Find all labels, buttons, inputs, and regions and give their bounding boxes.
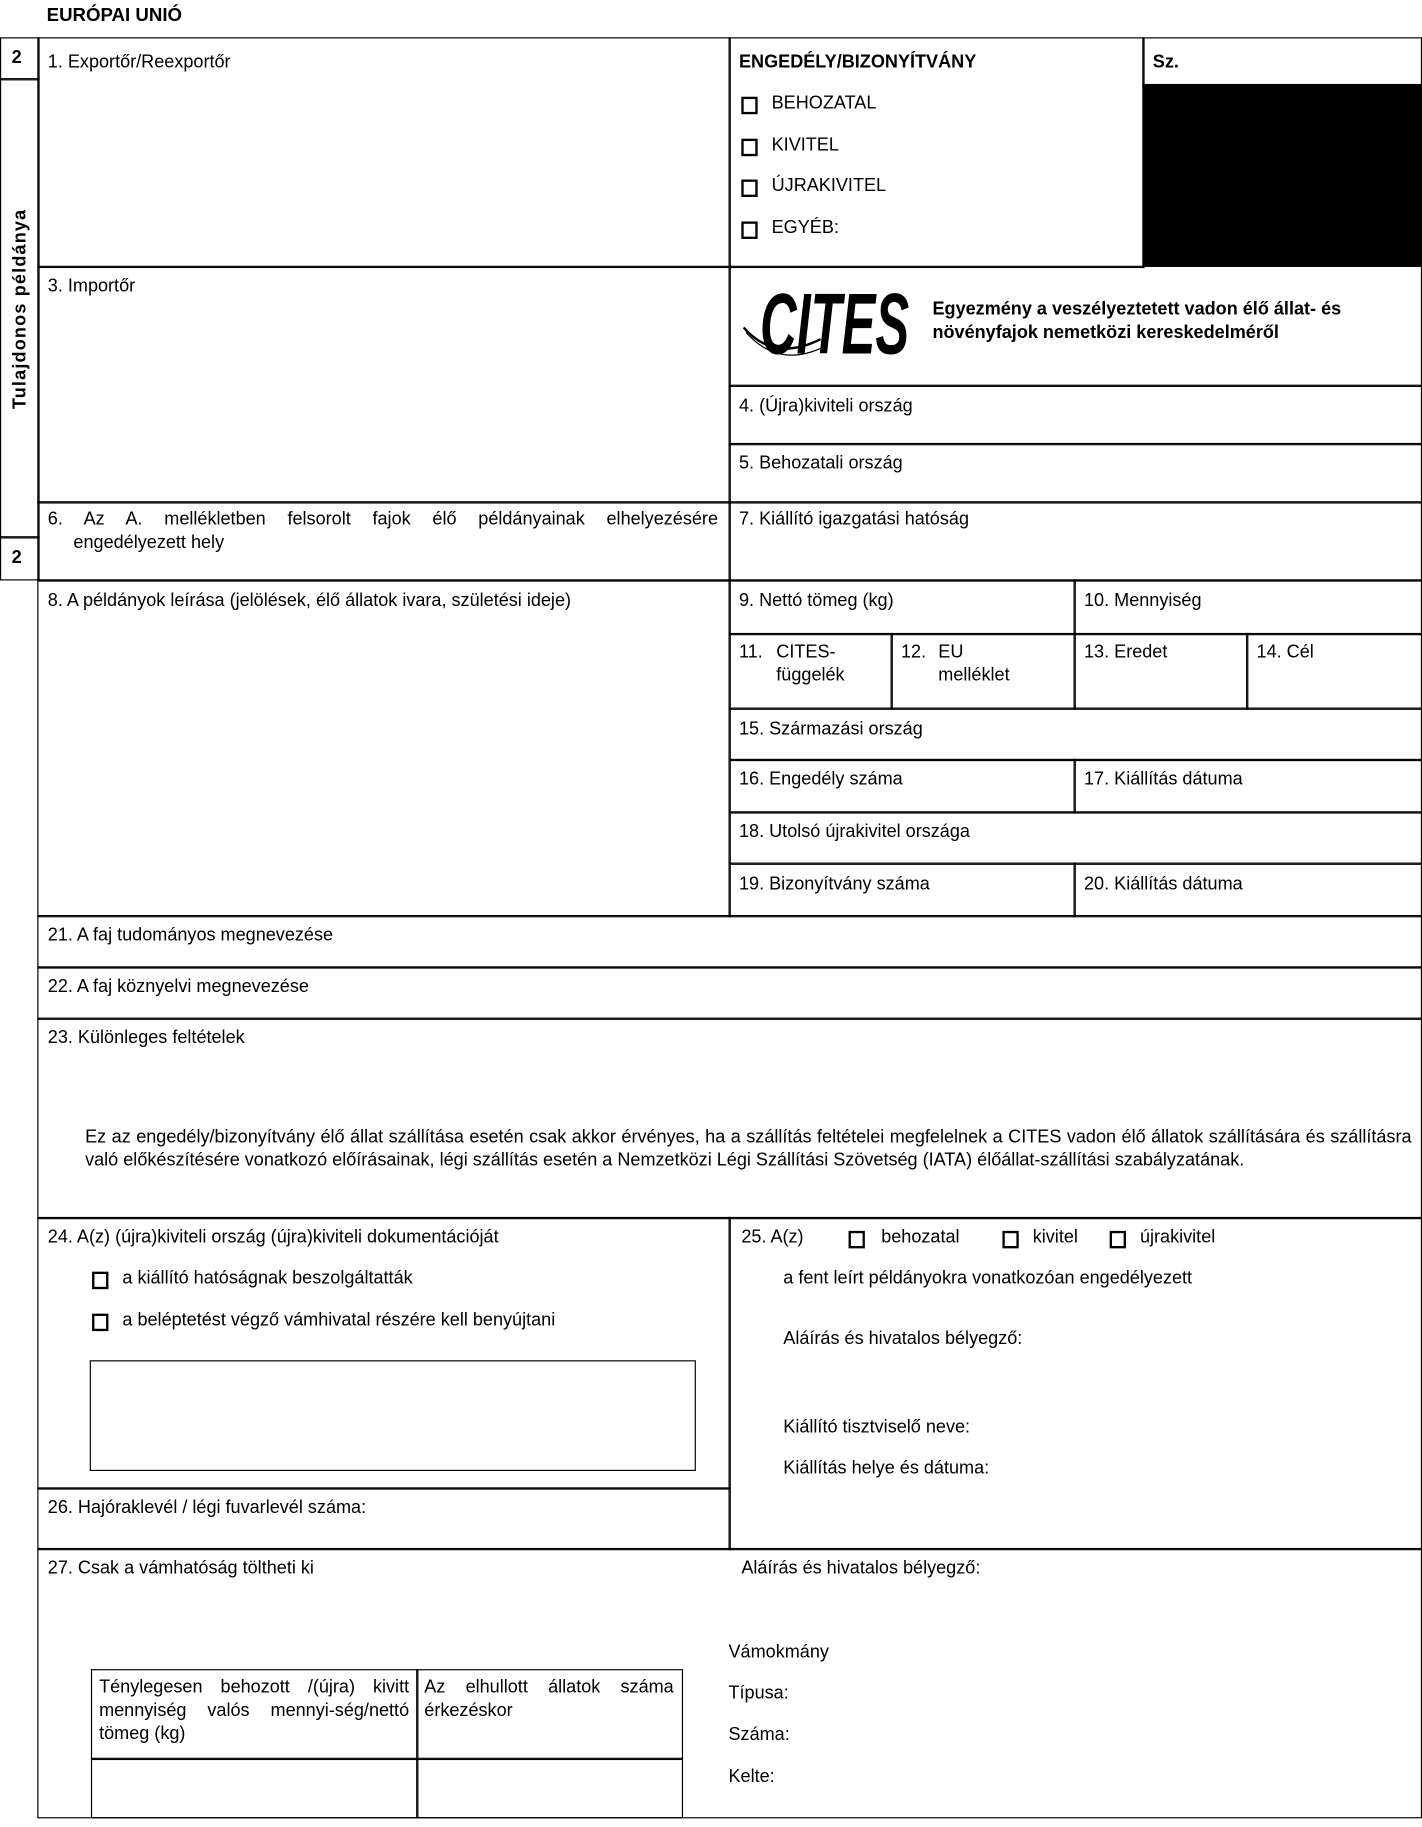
copy-label: Tulajdonos példánya <box>10 208 31 410</box>
cites-logo-icon <box>739 275 912 374</box>
box-special-conditions[interactable] <box>37 1018 1422 1220</box>
box-authorization <box>728 1217 1422 1550</box>
permit-title: ENGEDÉLY/BIZONYÍTVÁNY <box>738 52 977 73</box>
field-label: 19. Bizonyítvány száma <box>738 874 930 895</box>
field-label: Sz. <box>1152 52 1179 73</box>
checkbox-other[interactable] <box>741 221 757 238</box>
field-label: 24. A(z) (újra)kiviteli ország (újra)kiviteli dokumentációját <box>47 1227 499 1248</box>
field-label: behozatal <box>881 1227 960 1248</box>
box-certificate-date[interactable] <box>1074 863 1422 918</box>
field-label: melléklet <box>938 665 1010 686</box>
special-conditions-text: Ez az engedély/bizonyítvány élő állat szállítása esetén csak akkor érvényes, ha a szállítás feltételei megfelelnek a CITES vadon élő állatok szállítására és szállításra való előkészítésére vonatkozó előírásainak, légi szállítás esetén a Nemzetközi Légi Szállítási Szövetség (IATA) élőállat-szállítási szabályzatának. <box>85 1127 1412 1171</box>
field-label: BEHOZATAL <box>771 93 877 114</box>
field-label: újrakivitel <box>1139 1227 1216 1248</box>
field-label: 4. (Újra)kiviteli ország <box>738 396 913 417</box>
box-scientific-name[interactable] <box>37 915 1422 969</box>
field-label: 21. A faj tudományos megnevezése <box>47 925 334 946</box>
field-label: 14. Cél <box>1256 642 1314 663</box>
customs-col-quantity-header <box>91 1669 419 1760</box>
field-label: a kiállító hatóságnak beszolgáltatták <box>122 1268 413 1288</box>
field-label: ÚJRAKIVITEL <box>771 176 887 196</box>
box-permit-number[interactable] <box>728 759 1075 814</box>
field-label: 22. A faj köznyelvi megnevezése <box>47 976 309 997</box>
field-label: Vámokmány <box>728 1642 829 1663</box>
checkbox-reexport-25[interactable] <box>1110 1231 1126 1248</box>
box-quantity[interactable] <box>1074 579 1422 635</box>
copy-label-strip <box>0 78 40 538</box>
field-label: Száma: <box>728 1725 790 1745</box>
box-origin-country[interactable] <box>728 708 1422 762</box>
checkbox-import-25[interactable] <box>849 1231 865 1248</box>
field-label: engedélyezett hely <box>73 532 225 553</box>
field-label: 13. Eredet <box>1084 642 1168 663</box>
checkbox-reexport[interactable] <box>741 180 757 197</box>
field-label: kivitel <box>1032 1227 1078 1248</box>
cites-header <box>728 266 1422 387</box>
field-label: Kiállítás helye és dátuma: <box>783 1458 990 1478</box>
box-exporter[interactable] <box>37 37 731 268</box>
field-label: 2 <box>11 547 22 568</box>
box-certificate-number[interactable] <box>728 863 1075 918</box>
field-label: KIVITEL <box>771 135 839 156</box>
box-bill-of-lading[interactable] <box>37 1487 731 1550</box>
box-purpose[interactable] <box>1246 633 1422 710</box>
field-label: EU <box>938 642 964 663</box>
field-label: 25. A(z) <box>741 1227 804 1248</box>
field-label: Aláírás és hivatalos bélyegző: <box>783 1328 1023 1349</box>
field-label: 7. Kiállító igazgatási hatóság <box>738 509 969 530</box>
field-label: CITES- <box>776 642 836 663</box>
customs-quantity-field[interactable] <box>91 1758 419 1819</box>
box-importer[interactable] <box>37 266 731 504</box>
field-label: növényfajok nemetközi kereskedelméről <box>932 322 1279 343</box>
box-eu-annex[interactable] <box>891 633 1076 710</box>
customs-col-dead-header <box>416 1669 683 1760</box>
field-label: 3. Importőr <box>47 276 136 297</box>
field-label: 15. Származási ország <box>738 719 923 739</box>
checkbox-to-customs[interactable] <box>92 1314 108 1331</box>
field-label: 6. Az A. mellékletben felsorolt fajok élő példányainak elhelyezésére <box>47 509 719 530</box>
box-issuing-authority[interactable] <box>728 501 1422 581</box>
box-cites-appendix[interactable] <box>728 633 892 710</box>
field-label: a beléptetést végző vámhivatal részére kell benyújtani <box>122 1310 556 1330</box>
field-label: 5. Behozatali ország <box>738 453 903 474</box>
field-label: Az elhullott állatok száma érkezéskor <box>424 1677 674 1721</box>
field-label: függelék <box>776 665 845 686</box>
box-reexport-documents <box>37 1217 731 1490</box>
field-label: Ténylegesen behozott /(újra) kivitt mennyiség valós mennyi-ség/nettó tömeg (kg) <box>99 1677 410 1744</box>
field-label: 27. Csak a vámhatóság töltheti ki <box>47 1558 314 1579</box>
field-label: 12. <box>901 642 927 663</box>
checkbox-submitted-to-authority[interactable] <box>92 1272 108 1289</box>
field-label: 20. Kiállítás dátuma <box>1084 874 1243 895</box>
copy-number-top <box>0 37 40 80</box>
field-label: 26. Hajóraklevél / légi fuvarlevél száma: <box>47 1497 367 1518</box>
field-label: 8. A példányok leírása (jelölések, élő állatok ivara, születési ideje) <box>47 590 572 611</box>
field-label: 11. <box>738 642 763 663</box>
field-label: 2 <box>11 47 22 68</box>
field-label: 23. Különleges feltételek <box>47 1028 245 1048</box>
box-source[interactable] <box>1074 633 1249 710</box>
field-label: a fent leírt példányokra vonatkozóan engedélyezett <box>783 1268 1193 1288</box>
box-last-reexport-country[interactable] <box>728 811 1422 865</box>
box-net-mass[interactable] <box>728 579 1075 635</box>
copy-number-bottom <box>0 536 40 580</box>
box-description[interactable] <box>37 579 731 917</box>
field-label: 17. Kiállítás dátuma <box>1084 769 1243 790</box>
field-label: 18. Utolsó újrakivitel országa <box>738 821 970 842</box>
checkbox-export[interactable] <box>741 139 757 156</box>
reexport-documents-field[interactable] <box>90 1360 696 1471</box>
field-label: 10. Mennyiség <box>1084 590 1202 611</box>
checkbox-export-25[interactable] <box>1002 1231 1018 1248</box>
field-label: Egyezmény a veszélyeztetett vadon élő állat- és <box>932 299 1342 320</box>
field-label: 16. Engedély száma <box>738 769 903 790</box>
field-label: 1. Exportőr/Reexportőr <box>47 52 231 73</box>
box-permit-type <box>728 37 1144 268</box>
box-permit-date[interactable] <box>1074 759 1422 814</box>
checkbox-import[interactable] <box>741 97 757 114</box>
box-common-name[interactable] <box>37 966 1422 1020</box>
field-label: Kiállító tisztviselő neve: <box>783 1417 971 1438</box>
customs-dead-field[interactable] <box>416 1758 683 1819</box>
field-label: EGYÉB: <box>771 217 839 238</box>
permit-number-label <box>1142 37 1422 86</box>
box-import-country[interactable] <box>728 443 1422 504</box>
field-label: Kelte: <box>728 1767 775 1787</box>
svg-text:CITES: CITES <box>759 275 910 373</box>
field-label: Aláírás és hivatalos bélyegző: <box>741 1558 981 1579</box>
permit-number-redacted <box>1142 84 1422 267</box>
field-label: Típusa: <box>728 1683 789 1703</box>
header-title: EURÓPAI UNIÓ <box>46 5 183 26</box>
box-approved-location[interactable] <box>37 501 731 581</box>
box-export-country[interactable] <box>728 385 1422 446</box>
field-label: 9. Nettó tömeg (kg) <box>738 590 894 611</box>
